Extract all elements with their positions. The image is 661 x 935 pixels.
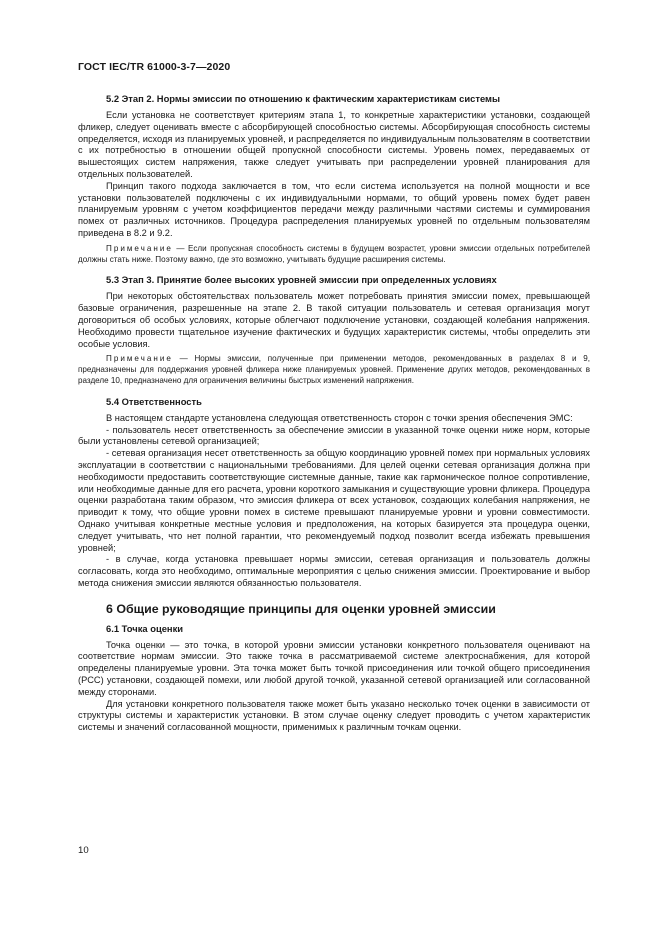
document-header: ГОСТ IEC/TR 61000-3-7—2020 [78, 61, 231, 73]
section-heading: 5.2 Этап 2. Нормы эмиссии по отношению к фактическим характеристикам системы [106, 93, 500, 104]
section-6 [78, 602, 590, 734]
list-item: - в случае, когда установка превышает нормы эмиссии, сетевая организация и пользователь должны согласовать, когда это необходимо, оптимальные мероприятия с целью снижения эмиссии. Проектирование и выбор метода снижения эмиссии являются обязанностью пользователя. [78, 554, 590, 588]
note-label: Примечание [106, 354, 173, 364]
section-heading: 6.1 Точка оценки [106, 622, 184, 634]
list-item: - сетевая организация несет ответственность за общую координацию уровней помех при нормальных условиях эксплуатации в соответствии с национальными требованиями. Для целей оценки сетевая организация должна при необходимости предоставить соответствующие системные данные, такие как гармоническое полное сопротивление, или необходимые данные для его расчета, уровни короткого замыкания и существующие уровни фликера. Процедура оценки разработана таким образом, что эмиссия фликера от всех установок, создающих колебания напряжения, не приводит к тому, что общие уровни помех в системе превышают планируемые уровни и уровни совместимости. Однако учитывая конкретные местные условия и предположения, на которых базируется эта процедура оценки, следует учитывать, что нет полной гарантии, что рекомендуемый подход позволит всегда избежать превышения уровней; [78, 448, 590, 553]
paragraph: В настоящем стандарте установлена следующая ответственность сторон с точки зрения обеспечения ЭМС: [106, 412, 573, 423]
section-5-3 [78, 274, 590, 386]
document-body [78, 93, 590, 734]
paragraph: При некоторых обстоятельствах пользователь может потребовать принятия эмиссии помех, превышающей базовые ограничения, разрешенные на этапе 2. В такой ситуации пользователь и сетевая организация могут договориться об особых условиях, которые облегчают подключение установки, создающей колебания напряжения. Необходимо провести тщательное изучение фактических и будущих характеристик системы, чтобы определить эти особые условия. [78, 291, 590, 349]
note [78, 244, 590, 266]
list-item: - пользователь несет ответственность за обеспечение эмиссии в указанной точке оценки ниже норм, которые были установлены сетевой организацией; [78, 424, 590, 447]
paragraph: Принцип такого подхода заключается в том, что если система используется на полной мощности и все установки пользователей подключены с их индивидуальными нормами, то общий уровень помех будет равен планируемым уровням с учетом коэффициентов передачи между различными частями системы и суммирования помех от различных источников. Процедура распределения планируемых уровней по отдельным пользователям приведена в 8.2 и 9.2. [78, 180, 590, 238]
note-text: — Нормы эмиссии, полученные при применении методов, рекомендованных в разделах 8 и 9, предназначены для поддержания уровней фликера ниже планируемых уровней. Применение других методов, рекомендованных в разделе 10, предназначено для ограничения величины быстрых изменений напряжения. [78, 354, 590, 385]
section-5-4 [78, 396, 590, 590]
chapter-heading: 6 Общие руководящие принципы для оценки уровней эмиссии [106, 601, 496, 616]
section-heading: 5.3 Этап 3. Принятие более высоких уровней эмиссии при определенных условиях [106, 274, 497, 286]
paragraph: Если установка не соответствует критериям этапа 1, то конкретные характеристики установки, создающей фликер, следует оценивать вместе с абсорбирующей способностью системы. Абсорбирующая способность системы определяется, исходя из планируемых уровней, и распределяется по индивидуальным пользователям в соответствии с их потребностью в отношении общей пропускной способности системы. Уровень помех, передаваемых от вышестоящих систем напряжения, также следует учитывать при распределении уровней планирования для отдельных пользователей. [78, 110, 590, 179]
note [78, 354, 590, 386]
paragraph: Точка оценки — это точка, в которой уровни эмиссии установки конкретного пользователя оценивают на соответствие нормам эмиссии. Это также точка в рассматриваемой системе электроснабжения, для которой определены планируемые уровни. Эта точка может быть точкой присоединения или точкой общего присоединения (PCC) установки, создающей помехи, или любой другой точкой, указанной сетевой организацией или согласованной между сторонами. [78, 639, 590, 697]
note-text: — Если пропускная способность системы в будущем возрастет, уровни эмиссии отдельных потребителей должны стать ниже. Поэтому важно, где это возможно, учитывать будущие расширения системы. [78, 243, 590, 264]
note-label: Примечание [106, 243, 173, 253]
section-heading: 5.4 Ответственность [106, 395, 202, 407]
section-5-2 [78, 93, 590, 265]
page-number: 10 [78, 845, 89, 856]
paragraph: Для установки конкретного пользователя также может быть указано несколько точек оценки в зависимости от структуры системы и характеристик установки. В этом случае оценку следует проводить с учетом характеристик системы и значений согласованной мощности, применимых к различным точкам оценки. [78, 698, 590, 733]
